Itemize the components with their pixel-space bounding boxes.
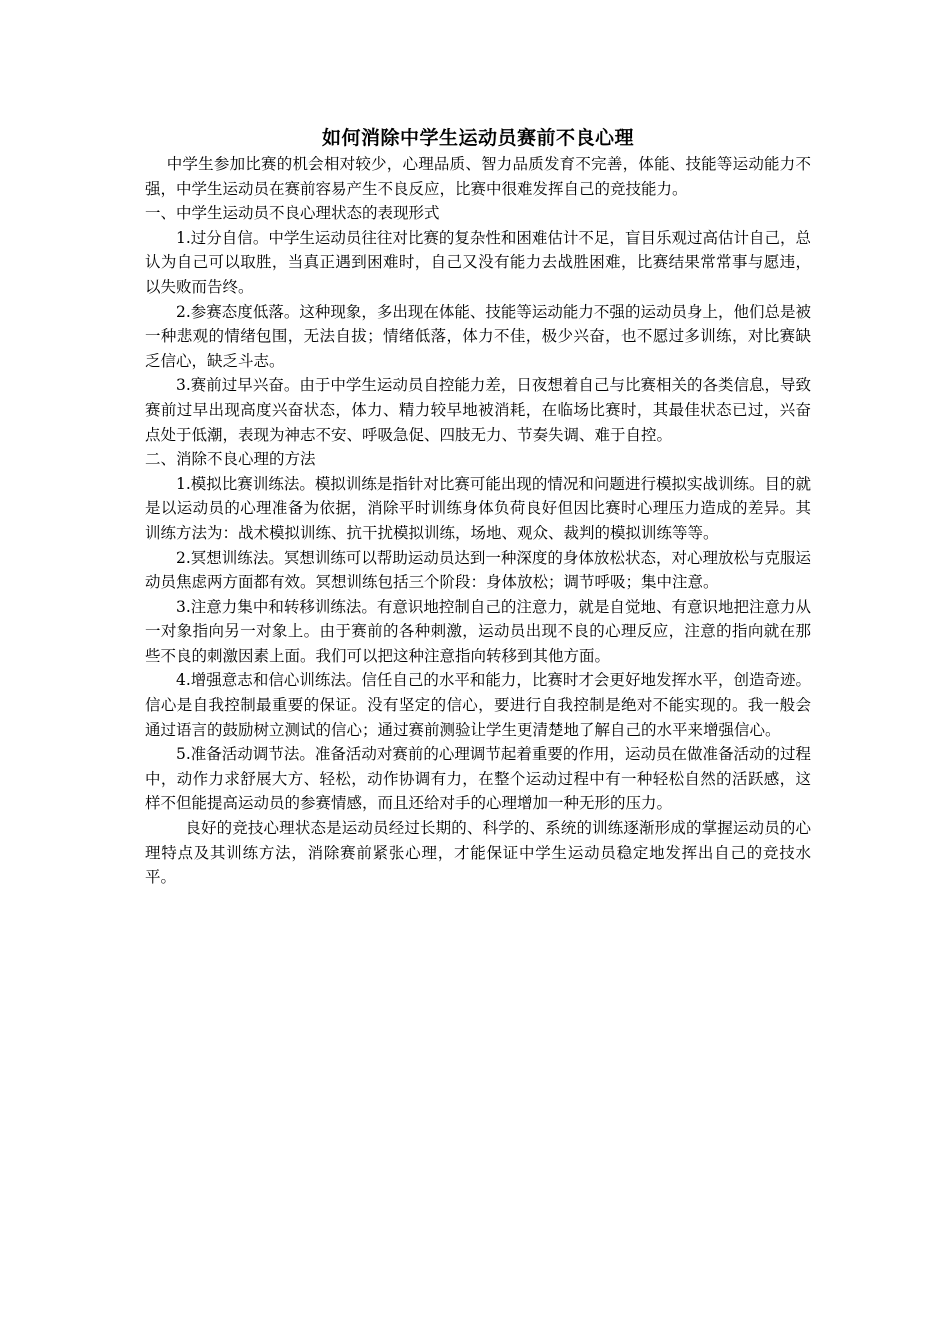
section-heading-1: 一、中学生运动员不良心理状态的表现形式 xyxy=(145,204,440,223)
section1-item-1: 1.过分自信。中学生运动员往往对比赛的复杂性和困难估计不足，盲目乐观过高估计自己，总认为自己可以取胜，当真正遇到困难时，自己又没有能力去战胜困难，比赛结果常常事与愿违，以失败而告终。 xyxy=(145,228,811,296)
section2-item-1: 1.模拟比赛训练法。模拟训练是指针对比赛可能出现的情况和问题进行模拟实战训练。目的就是以运动员的心理准备为依据，消除平时训练身体负荷良好但因比赛时心理压力造成的差异。其训练方法为：战术模拟训练、抗干扰模拟训练，场地、观众、裁判的模拟训练等等。 xyxy=(145,474,811,542)
document-title: 如何消除中学生运动员赛前不良心理 xyxy=(321,127,634,149)
section2-item-3: 3.注意力集中和转移训练法。有意识地控制自己的注意力，就是自觉地、有意识地把注意力从一对象指向另一对象上。由于赛前的各种刺激，运动员出现不良的心理反应，注意的指向就在那些不良的刺激因素上面。我们可以把这种注意指向转移到其他方面。 xyxy=(145,597,811,665)
closing-paragraph: 良好的竞技心理状态是运动员经过长期的、科学的、系统的训练逐渐形成的掌握运动员的心理特点及其训练方法，消除赛前紧张心理，才能保证中学生运动员稳定地发挥出自己的竞技水平。 xyxy=(145,819,811,887)
section2-item-4: 4.增强意志和信心训练法。信任自己的水平和能力，比赛时才会更好地发挥水平，创造奇迹。信心是自我控制最重要的保证。没有坚定的信心，要进行自我控制是绝对不能实现的。我一般会通过语言的鼓励树立测试的信心；通过赛前测验让学生更清楚地了解自己的水平来增强信心。 xyxy=(145,671,811,739)
intro-paragraph: 中学生参加比赛的机会相对较少，心理品质、智力品质发育不完善，体能、技能等运动能力不强，中学生运动员在赛前容易产生不良反应，比赛中很难发挥自己的竞技能力。 xyxy=(145,155,811,198)
section2-item-5: 5.准备活动调节法。准备活动对赛前的心理调节起着重要的作用，运动员在做准备活动的过程中，动作力求舒展大方、轻松，动作协调有力，在整个运动过程中有一种轻松自然的活跃感，这样不但能提高运动员的参赛情感，而且还给对手的心理增加一种无形的压力。 xyxy=(145,745,811,813)
section1-item-3: 3.赛前过早兴奋。由于中学生运动员自控能力差，日夜想着自己与比赛相关的各类信息，导致赛前过早出现高度兴奋状态，体力、精力较早地被消耗，在临场比赛时，其最佳状态已过，兴奋点处于低潮，表现为神志不安、呼吸急促、四肢无力、节奏失调、难于自控。 xyxy=(145,376,811,444)
section-heading-2: 二、消除不良心理的方法 xyxy=(145,450,316,469)
document-page xyxy=(145,124,811,890)
section2-item-2: 2.冥想训练法。冥想训练可以帮助运动员达到一种深度的身体放松状态，对心理放松与克服运动员焦虑两方面都有效。冥想训练包括三个阶段：身体放松；调节呼吸；集中注意。 xyxy=(145,548,811,592)
section1-item-2: 2.参赛态度低落。这种现象，多出现在体能、技能等运动能力不强的运动员身上，他们总是被一种悲观的情绪包围，无法自拔；情绪低落，体力不佳，极少兴奋，也不愿过多训练，对比赛缺乏信心，缺乏斗志。 xyxy=(145,302,811,370)
